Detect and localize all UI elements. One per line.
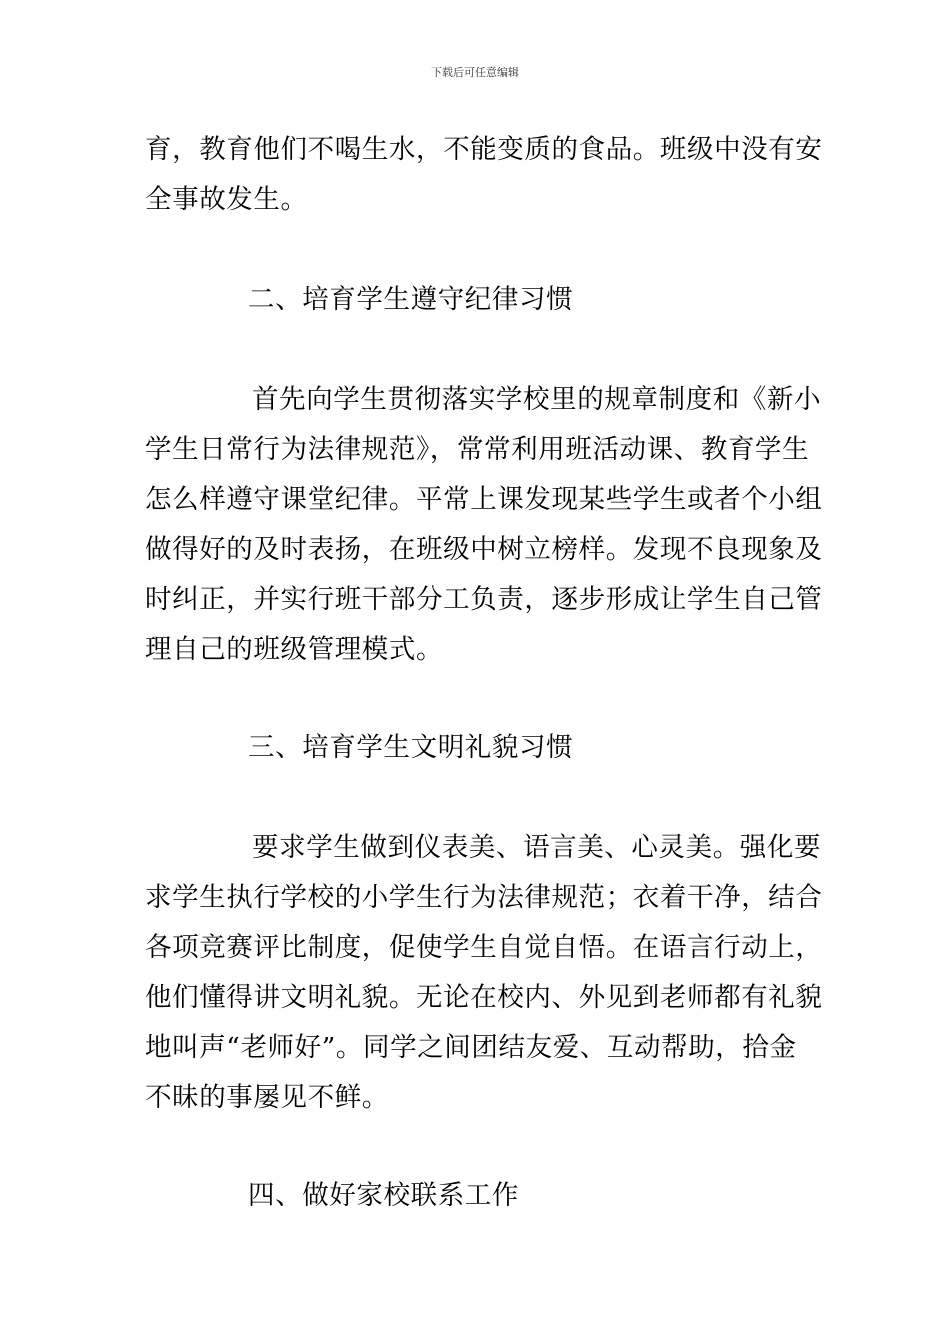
paragraph-1-line-2: 全事故发生。 — [145, 184, 308, 215]
paragraph-3-line-6: 不昧的事屡见不鲜。 — [145, 1082, 389, 1113]
paragraph-2-line-4: 做得好的及时表扬，在班级中树立榜样。发现不良现象及 — [145, 534, 823, 565]
paragraph-2-line-5: 时纠正，并实行班干部分工负责，逐步形成让学生自己管 — [145, 584, 823, 615]
paragraph-3-line-3: 各项竞赛评比制度，促使学生自觉自悟。在语言行动上， — [145, 932, 823, 963]
paragraph-2-line-3: 怎么样遵守课堂纪律。平常上课发现某些学生或者个小组 — [145, 484, 823, 515]
paragraph-2-line-2: 学生日常行为法律规范》，常常利用班活动课、教育学生 — [145, 434, 810, 465]
page-header-note: 下载后可任意编辑 — [431, 66, 519, 79]
paragraph-3-line-2: 求学生执行学校的小学生行为法律规范；衣着干净，结合 — [145, 882, 823, 913]
paragraph-2-line-1: 首先向学生贯彻落实学校里的规章制度和《新小 — [252, 384, 822, 415]
section-heading-2: 二、培育学生遵守纪律习惯 — [248, 284, 574, 315]
paragraph-3-line-5: 地叫声“老师好”。同学之间团结友爱、互动帮助，拾金 — [145, 1032, 797, 1063]
section-heading-4: 四、做好家校联系工作 — [248, 1180, 519, 1211]
paragraph-3-line-4: 他们懂得讲文明礼貌。无论在校内、外见到老师都有礼貌 — [145, 982, 823, 1013]
paragraph-2-line-6: 理自己的班级管理模式。 — [145, 634, 444, 665]
section-heading-3: 三、培育学生文明礼貌习惯 — [248, 732, 574, 763]
paragraph-1-line-1: 育，教育他们不喝生水，不能变质的食品。班级中没有安 — [145, 134, 823, 165]
paragraph-3-line-1: 要求学生做到仪表美、语言美、心灵美。强化要 — [252, 832, 822, 863]
